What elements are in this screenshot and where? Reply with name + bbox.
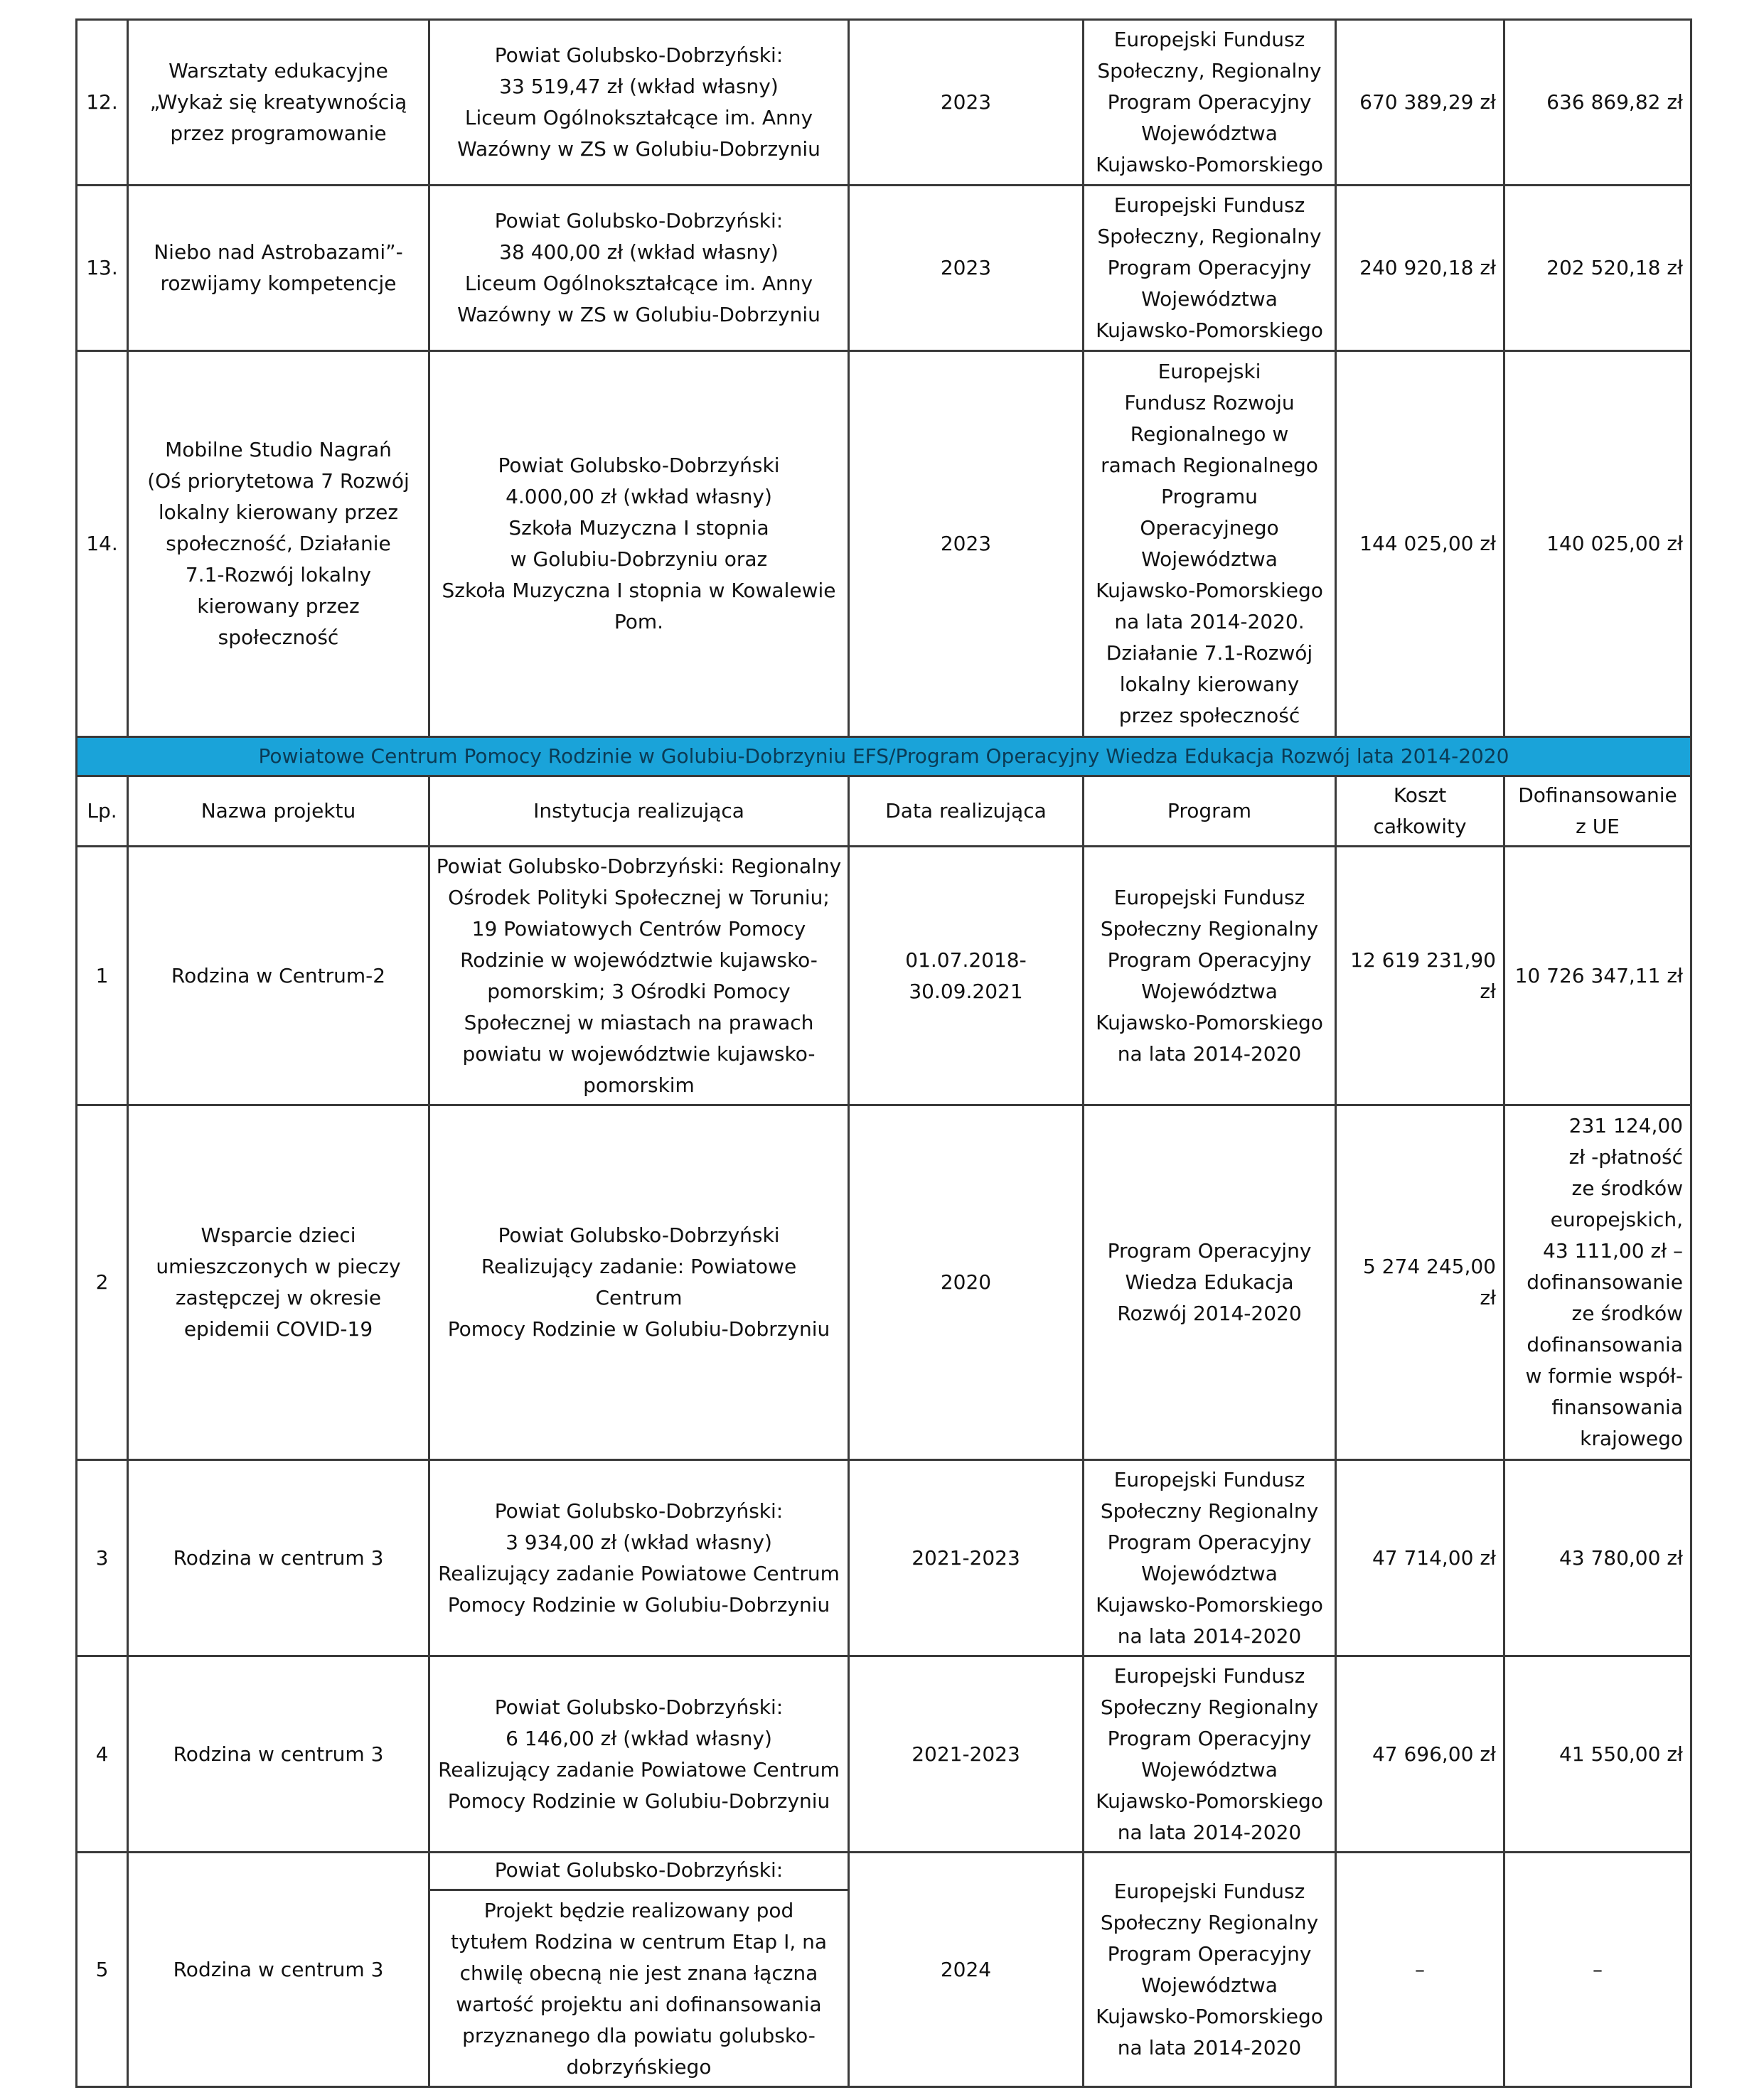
institution: [429, 20, 849, 186]
eu-funding-line: 43 780,00 zł: [1559, 1545, 1683, 1570]
program-line: Program Operacyjny: [1107, 948, 1312, 972]
project-name-line: 7.1-Rozwój lokalny: [185, 563, 372, 586]
program-line: na lata 2014-2020: [1117, 1820, 1302, 1844]
table-row: [77, 1460, 1691, 1656]
table-row: [77, 1656, 1691, 1853]
project-name: [128, 1460, 429, 1656]
institution: [429, 1853, 849, 2087]
project-name-line: lokalny kierowany przez: [158, 500, 399, 524]
total-cost: 144 025,00 zł: [1336, 351, 1504, 737]
eu-funding-line: finansowania: [1551, 1395, 1683, 1419]
program-line: Europejski Fundusz: [1113, 1467, 1305, 1491]
column-header-row: [77, 776, 1691, 847]
eu-funding-line: dofinansowania: [1527, 1333, 1683, 1356]
institution-line: 33 519,47 zł (wkład własny): [499, 75, 779, 98]
date: 2023: [849, 186, 1084, 351]
header-eu: [1504, 776, 1691, 847]
row-number: 5: [77, 1853, 128, 2087]
top-rows: [77, 20, 1691, 737]
eu-funding: 636 869,82 zł: [1504, 20, 1691, 186]
program-line: Europejski Fundusz: [1113, 1879, 1305, 1903]
date: 2021-2023: [849, 1460, 1084, 1656]
program-line: Województwa: [1141, 122, 1278, 145]
section-title: Powiatowe Centrum Pomocy Rodzinie w Golubiu-Dobrzyniu EFS/Program Operacyjny Wiedza Edukacja Rozwój lata 2014-2020: [77, 737, 1691, 776]
eu-funding-line: 43 111,00 zł –: [1543, 1239, 1683, 1263]
eu-funding: [1504, 1656, 1691, 1853]
project-name-line: Wsparcie dzieci: [201, 1223, 356, 1247]
institution-line: 4.000,00 zł (wkład własny): [506, 485, 772, 508]
total-cost: –: [1336, 1853, 1504, 2087]
institution-line: Powiat Golubsko-Dobrzyński:: [494, 1695, 784, 1719]
project-name: [128, 847, 429, 1105]
program-line: Kujawsko-Pomorskiego: [1096, 1010, 1323, 1034]
project-name-line: Rodzina w centrum 3: [173, 1545, 384, 1570]
institution-line: Powiat Golubsko-Dobrzyński:: [494, 209, 784, 232]
program-line: Społeczny, Regionalny: [1097, 59, 1322, 82]
header-name: Nazwa projektu: [128, 776, 429, 847]
row-number: 2: [77, 1105, 128, 1460]
date: 2021-2023: [849, 1656, 1084, 1853]
eu-funding-line: ze środków: [1571, 1177, 1683, 1200]
total-cost: 670 389,29 zł: [1336, 20, 1504, 186]
institution-line: 3 934,00 zł (wkład własny): [506, 1530, 772, 1554]
program-line: Społeczny, Regionalny: [1097, 225, 1322, 248]
header-cost-line: Koszt: [1393, 783, 1447, 807]
eu-funding: [1504, 1460, 1691, 1656]
institution-line: 6 146,00 zł (wkład własny): [506, 1726, 772, 1750]
program-line: Program Operacyjny: [1107, 1530, 1312, 1554]
eu-funding: [1504, 1105, 1691, 1460]
program-line: Programu: [1161, 485, 1258, 508]
program-line: Społeczny Regionalny: [1100, 1910, 1319, 1934]
program: [1084, 186, 1336, 351]
header-program: Program: [1084, 776, 1336, 847]
program-line: Regionalnego w: [1130, 422, 1289, 446]
institution-line: w Golubiu-Dobrzyniu oraz: [510, 547, 768, 571]
program-line: Województwa: [1141, 1757, 1278, 1781]
institution-line: pomorskim; 3 Ośrodki Pomocy: [487, 979, 791, 1003]
institution-line: Powiat Golubsko-Dobrzyński: [498, 1223, 780, 1247]
institution-line: Pomocy Rodzinie w Golubiu-Dobrzyniu: [447, 1592, 830, 1617]
eu-funding-line: 231 124,00: [1568, 1114, 1683, 1137]
project-name: [128, 1105, 429, 1460]
institution-line: Liceum Ogólnokształcące im. Anny: [464, 272, 813, 295]
table-row: [77, 20, 1691, 186]
eu-funding-line: zł -płatność: [1568, 1145, 1683, 1169]
eu-funding: [1504, 847, 1691, 1105]
date: 01.07.2018-30.09.2021: [849, 847, 1084, 1105]
program-line: na lata 2014-2020.: [1114, 610, 1305, 633]
project-name-line: umieszczonych w pieczy: [156, 1255, 401, 1278]
eu-funding-line: 10 726 347,11 zł: [1514, 963, 1683, 987]
program: [1084, 1853, 1336, 2087]
program-line: Program Operacyjny: [1107, 1941, 1312, 1966]
institution-line: Realizujący zadanie: Powiatowe Centrum: [481, 1255, 797, 1309]
project-name: [128, 20, 429, 186]
table-row: [77, 186, 1691, 351]
program: [1084, 1460, 1336, 1656]
institution-line: powiatu w województwie kujawsko-: [462, 1041, 816, 1066]
header-cost: [1336, 776, 1504, 847]
project-name-line: Mobilne Studio Nagrań: [165, 438, 392, 461]
header-eu-line: Dofinansowanie: [1518, 783, 1677, 807]
project-name-line: Rodzina w centrum 3: [173, 1742, 384, 1766]
institution-line: Realizujący zadanie Powiatowe Centrum: [438, 1561, 840, 1585]
total-cost: 240 920,18 zł: [1336, 186, 1504, 351]
row-number: 3: [77, 1460, 128, 1656]
program-line: Kujawsko-Pomorskiego: [1096, 579, 1323, 602]
header-cost-line: całkowity: [1373, 815, 1467, 838]
institution-line: Pomocy Rodzinie w Golubiu-Dobrzyniu: [447, 1317, 830, 1341]
institution-line: Wazówny w ZS w Golubiu-Dobrzyniu: [457, 137, 820, 161]
date: 2023: [849, 20, 1084, 186]
program: [1084, 847, 1336, 1105]
program-line: Działanie 7.1-Rozwój: [1106, 641, 1313, 665]
eu-funding-line: dofinansowanie: [1527, 1270, 1683, 1294]
table-row: [77, 1853, 1691, 2087]
institution-line: Powiat Golubsko-Dobrzyński:: [494, 1499, 784, 1523]
project-name: [128, 351, 429, 737]
project-name-line: rozwijamy kompetencje: [160, 272, 397, 295]
program-line: lokalny kierowany: [1119, 672, 1300, 696]
project-name-line: „Wykaż się kreatywnością: [149, 90, 407, 114]
program-line: na lata 2014-2020: [1117, 1624, 1302, 1648]
institution-line: chwilę obecną nie jest znana łączna: [459, 1961, 818, 1985]
program-line: Kujawsko-Pomorskiego: [1096, 1592, 1323, 1617]
institution: [429, 1656, 849, 1853]
project-name-line: Rodzina w Centrum-2: [171, 963, 386, 987]
project-name: [128, 1853, 429, 2087]
institution-line: przyznanego dla powiatu golubsko-: [462, 2024, 816, 2047]
eu-funding-line: w formie współ-: [1525, 1364, 1683, 1388]
program-line: Społeczny Regionalny: [1100, 1695, 1319, 1719]
table-row: [77, 351, 1691, 737]
project-name-line: Niebo nad Astrobazami”-: [154, 240, 403, 264]
institution-line: Wazówny w ZS w Golubiu-Dobrzyniu: [457, 303, 820, 326]
program-line: Program Operacyjny: [1107, 256, 1312, 279]
institution-line: Projekt będzie realizowany pod: [483, 1899, 794, 1922]
institution: [429, 1460, 849, 1656]
program: [1084, 351, 1336, 737]
program-line: Europejski Fundusz: [1113, 193, 1305, 217]
program: [1084, 1656, 1336, 1853]
institution: [429, 847, 849, 1105]
institution-line: tytułem Rodzina w centrum Etap I, na: [450, 1930, 828, 1954]
program-line: Europejski Fundusz: [1113, 885, 1305, 909]
institution-line: Powiat Golubsko-Dobrzyński: [498, 454, 780, 477]
institution-line: 19 Powiatowych Centrów Pomocy: [471, 916, 806, 940]
program-line: Wiedza Edukacja: [1125, 1270, 1294, 1294]
institution: [429, 186, 849, 351]
institution-line: Szkoła Muzyczna I stopnia: [508, 516, 769, 540]
row-number: 13.: [77, 186, 128, 351]
project-name-line: Warsztaty edukacyjne: [169, 59, 388, 82]
institution-line: Rodzinie w województwie kujawsko-: [460, 948, 818, 972]
program-line: Kujawsko-Pomorskiego: [1096, 2004, 1323, 2028]
program-line: na lata 2014-2020: [1117, 2035, 1302, 2059]
project-name-line: społeczność, Działanie: [166, 532, 391, 555]
total-cost: 12 619 231,90 zł: [1336, 847, 1504, 1105]
program-line: Program Operacyjny: [1107, 1239, 1312, 1263]
program-line: Program Operacyjny: [1107, 1726, 1312, 1750]
program-line: Fundusz Rozwoju: [1124, 391, 1295, 414]
project-name-line: epidemii COVID-19: [183, 1317, 373, 1341]
program-line: na lata 2014-2020: [1117, 1041, 1302, 1066]
institution: [429, 351, 849, 737]
project-name: [128, 186, 429, 351]
institution-line: dobrzyńskiego: [566, 2055, 712, 2079]
section-header-row: [77, 737, 1691, 776]
program-line: Województwa: [1141, 287, 1278, 311]
total-cost: 47 696,00 zł: [1336, 1656, 1504, 1853]
program-line: Województwa: [1141, 547, 1278, 571]
program-line: Europejski Fundusz: [1113, 28, 1305, 51]
total-cost: 5 274 245,00 zł: [1336, 1105, 1504, 1460]
header-institution: Instytucja realizująca: [429, 776, 849, 847]
program: [1084, 20, 1336, 186]
institution-line: Społecznej w miastach na prawach: [464, 1010, 814, 1034]
program-line: Operacyjnego: [1140, 516, 1279, 540]
program-line: przez społeczność: [1118, 704, 1300, 727]
total-cost: 47 714,00 zł: [1336, 1460, 1504, 1656]
header-date: Data realizująca: [849, 776, 1084, 847]
eu-funding-line: 41 550,00 zł: [1559, 1742, 1683, 1766]
eu-funding: 140 025,00 zł: [1504, 351, 1691, 737]
institution-top: Powiat Golubsko-Dobrzyński:: [430, 1853, 848, 1891]
eu-funding-line: krajowego: [1580, 1427, 1683, 1450]
date: 2020: [849, 1105, 1084, 1460]
projects-table: [75, 18, 1692, 2088]
program-line: Społeczny Regionalny: [1100, 916, 1319, 940]
table-row: [77, 1105, 1691, 1460]
program-line: Społeczny Regionalny: [1100, 1499, 1319, 1523]
program-line: Województwa: [1141, 1561, 1278, 1585]
institution-line: Pom.: [614, 610, 664, 633]
header-lp: Lp.: [77, 776, 128, 847]
institution-line: pomorskim: [583, 1073, 695, 1097]
institution-line: Realizujący zadanie Powiatowe Centrum: [438, 1757, 840, 1781]
project-name-line: Rodzina w centrum 3: [173, 1957, 384, 1981]
program-line: Kujawsko-Pomorskiego: [1096, 318, 1323, 342]
project-name: [128, 1656, 429, 1853]
program-line: Program Operacyjny: [1107, 90, 1312, 114]
eu-funding: 202 520,18 zł: [1504, 186, 1691, 351]
institution-line: 38 400,00 zł (wkład własny): [499, 240, 779, 264]
program-line: ramach Regionalnego: [1101, 454, 1318, 477]
table-row: [77, 847, 1691, 1105]
eu-funding: [1504, 1853, 1691, 2087]
institution-line: wartość projektu ani dofinansowania: [456, 1993, 822, 2016]
institution-line: Powiat Golubsko-Dobrzyński:: [494, 43, 784, 67]
program-line: Rozwój 2014-2020: [1117, 1302, 1302, 1325]
eu-funding-line: ze środków: [1571, 1302, 1683, 1325]
institution-line: Liceum Ogólnokształcące im. Anny: [464, 106, 813, 129]
header-eu-line: z UE: [1576, 815, 1620, 838]
date: 2024: [849, 1853, 1084, 2087]
eu-funding-line: –: [1593, 1957, 1603, 1981]
project-name-line: przez programowanie: [170, 122, 387, 145]
row-number: 4: [77, 1656, 128, 1853]
program-line: Województwa: [1141, 979, 1278, 1003]
project-name-line: zastępczej w okresie: [175, 1286, 382, 1309]
institution-line: Powiat Golubsko-Dobrzyński: Regionalny: [436, 854, 842, 878]
program-line: Europejski: [1158, 360, 1261, 383]
institution: [429, 1105, 849, 1460]
program: [1084, 1105, 1336, 1460]
program-line: Województwa: [1141, 1973, 1278, 1997]
eu-funding-line: europejskich,: [1550, 1208, 1683, 1231]
program-line: Europejski Fundusz: [1113, 1663, 1305, 1688]
date: 2023: [849, 351, 1084, 737]
row-number: 12.: [77, 20, 128, 186]
bottom-rows: [77, 847, 1691, 2087]
project-name-line: (Oś priorytetowa 7 Rozwój: [147, 469, 410, 493]
institution-line: Szkoła Muzyczna I stopnia w Kowalewie: [442, 579, 836, 602]
program-line: Kujawsko-Pomorskiego: [1096, 153, 1323, 176]
institution-line: Pomocy Rodzinie w Golubiu-Dobrzyniu: [447, 1789, 830, 1813]
row-number: 14.: [77, 351, 128, 737]
row-number: 1: [77, 847, 128, 1105]
program-line: Kujawsko-Pomorskiego: [1096, 1789, 1323, 1813]
project-name-line: kierowany przez społeczność: [197, 594, 360, 649]
institution-line: Ośrodek Polityki Społecznej w Toruniu;: [448, 885, 830, 909]
